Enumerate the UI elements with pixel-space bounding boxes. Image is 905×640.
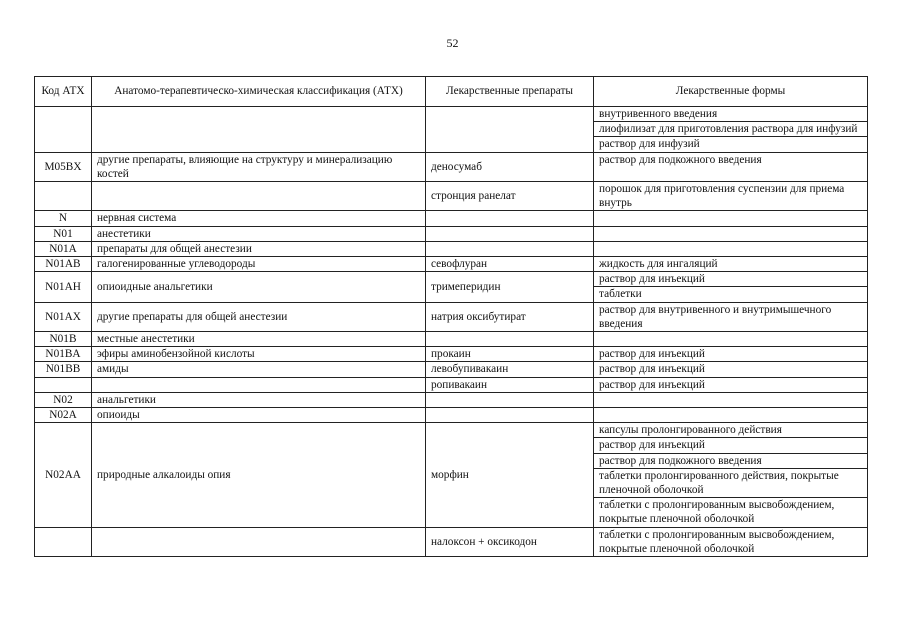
- classification-cell: амиды: [92, 362, 426, 377]
- classification-cell: [92, 182, 426, 211]
- classification-cell: анестетики: [92, 226, 426, 241]
- table-row: [35, 211, 868, 226]
- forms-cell: [594, 257, 868, 272]
- table-row: [35, 226, 868, 241]
- atx-code-cell: N01: [35, 226, 92, 241]
- atx-code-cell: N01BA: [35, 347, 92, 362]
- forms-cell: [594, 423, 868, 527]
- atx-code-cell: N01BB: [35, 362, 92, 377]
- classification-cell: [92, 377, 426, 392]
- table-row: [35, 377, 868, 392]
- form-item: раствор для инъекций: [594, 438, 867, 453]
- form-item: лиофилизат для приготовления раствора для инфузий: [594, 122, 867, 137]
- classification-cell: нервная система: [92, 211, 426, 226]
- form-item: [594, 227, 867, 241]
- classification-cell: препараты для общей анестезии: [92, 241, 426, 256]
- atx-code-cell: N01B: [35, 332, 92, 347]
- atx-table: [34, 76, 868, 557]
- forms-cell: [594, 211, 868, 226]
- drug-cell: [426, 392, 594, 407]
- header-drugs: Лекарственные препараты: [426, 77, 594, 107]
- table-row: [35, 302, 868, 331]
- atx-code-cell: [35, 377, 92, 392]
- drug-cell: левобупивакаин: [426, 362, 594, 377]
- classification-cell: опиоиды: [92, 408, 426, 423]
- table-row: [35, 347, 868, 362]
- forms-cell: [594, 332, 868, 347]
- drug-cell: [426, 211, 594, 226]
- form-item: раствор для инъекций: [599, 363, 705, 376]
- table-row: [35, 527, 868, 556]
- forms-cell: [594, 302, 868, 331]
- atx-code-cell: N01AX: [35, 302, 92, 331]
- classification-cell: местные анестетики: [92, 332, 426, 347]
- drug-cell: морфин: [426, 423, 594, 527]
- form-item: раствор для подкожного введения: [599, 153, 762, 166]
- form-item: [594, 211, 867, 225]
- forms-cell: [594, 272, 868, 302]
- drug-cell: деносумаб: [426, 152, 594, 181]
- table-header-row: [35, 77, 868, 107]
- atx-code-cell: N: [35, 211, 92, 226]
- form-item: [594, 393, 867, 407]
- drug-cell: тримеперидин: [426, 272, 594, 302]
- form-item: [594, 242, 867, 256]
- classification-cell: эфиры аминобензойной кислоты: [92, 347, 426, 362]
- forms-cell: [594, 362, 868, 377]
- drug-cell: [426, 107, 594, 153]
- table-row: [35, 392, 868, 407]
- atx-code-cell: N01A: [35, 241, 92, 256]
- forms-cell: [594, 226, 868, 241]
- forms-cell: [594, 392, 868, 407]
- form-item: раствор для инъекций: [599, 348, 705, 361]
- classification-cell: анальгетики: [92, 392, 426, 407]
- classification-cell: [92, 527, 426, 556]
- atx-code-cell: [35, 527, 92, 556]
- table-row: [35, 152, 868, 181]
- classification-cell: [92, 107, 426, 153]
- forms-cell: [594, 152, 868, 181]
- atx-code-cell: [35, 182, 92, 211]
- drug-cell: налоксон + оксикодон: [426, 527, 594, 556]
- table-row: [35, 408, 868, 423]
- table-row: [35, 241, 868, 256]
- table-row: [35, 332, 868, 347]
- table-row: [35, 272, 868, 302]
- header-code: Код АТХ: [35, 77, 92, 107]
- drug-cell: ропивакаин: [426, 377, 594, 392]
- drug-cell: [426, 226, 594, 241]
- form-item: раствор для внутривенного и внутримышечного введения: [599, 303, 832, 330]
- atx-code-cell: N02: [35, 392, 92, 407]
- form-item: таблетки: [599, 288, 642, 301]
- forms-cell: [594, 408, 868, 423]
- atx-code-cell: N02A: [35, 408, 92, 423]
- atx-code-cell: N02AA: [35, 423, 92, 527]
- form-item: жидкость для ингаляций: [599, 258, 718, 271]
- forms-cell: [594, 182, 868, 211]
- form-item: [594, 408, 867, 422]
- classification-cell: галогенированные углеводороды: [92, 257, 426, 272]
- forms-cell: [594, 241, 868, 256]
- table-row: [35, 182, 868, 211]
- form-item: таблетки с пролонгированным высвобождением, покрытые пленочной оболочкой: [599, 528, 835, 555]
- form-item: порошок для приготовления суспензии для приема внутрь: [599, 183, 845, 210]
- classification-cell: природные алкалоиды опия: [92, 423, 426, 527]
- forms-cell: [594, 527, 868, 556]
- table-body: [35, 107, 868, 557]
- header-classification: Анатомо-терапевтическо-химическая классификация (АТХ): [92, 77, 426, 107]
- form-item: раствор для инъекций: [594, 272, 867, 287]
- forms-cell: [594, 377, 868, 392]
- classification-cell: опиоидные анальгетики: [92, 272, 426, 302]
- classification-cell: другие препараты, влияющие на структуру и минерализацию костей: [92, 152, 426, 181]
- drug-cell: натрия оксибутират: [426, 302, 594, 331]
- forms-cell: [594, 347, 868, 362]
- drug-cell: севофлуран: [426, 257, 594, 272]
- form-item: таблетки пролонгированного действия, покрытые пленочной оболочкой: [594, 469, 867, 498]
- table-row: [35, 423, 868, 527]
- form-item: [594, 332, 867, 346]
- drug-cell: [426, 332, 594, 347]
- header-forms: Лекарственные формы: [594, 77, 868, 107]
- page-number: 52: [446, 36, 459, 50]
- drug-cell: стронция ранелат: [426, 182, 594, 211]
- form-item: капсулы пролонгированного действия: [594, 423, 867, 438]
- forms-cell: [594, 107, 868, 153]
- form-item: раствор для подкожного введения: [594, 454, 867, 469]
- form-item: внутривенного введения: [594, 107, 867, 122]
- classification-cell: другие препараты для общей анестезии: [92, 302, 426, 331]
- drug-cell: [426, 408, 594, 423]
- table-row: [35, 257, 868, 272]
- atx-code-cell: N01AB: [35, 257, 92, 272]
- atx-code-cell: [35, 107, 92, 153]
- form-item: таблетки с пролонгированным высвобождением, покрытые пленочной оболочкой: [599, 499, 835, 526]
- atx-code-cell: N01AH: [35, 272, 92, 302]
- form-item: раствор для инфузий: [599, 138, 700, 151]
- form-item: раствор для инъекций: [599, 378, 705, 391]
- drug-cell: прокаин: [426, 347, 594, 362]
- table-row: [35, 362, 868, 377]
- atx-code-cell: M05BX: [35, 152, 92, 181]
- drug-cell: [426, 241, 594, 256]
- table-row: [35, 107, 868, 153]
